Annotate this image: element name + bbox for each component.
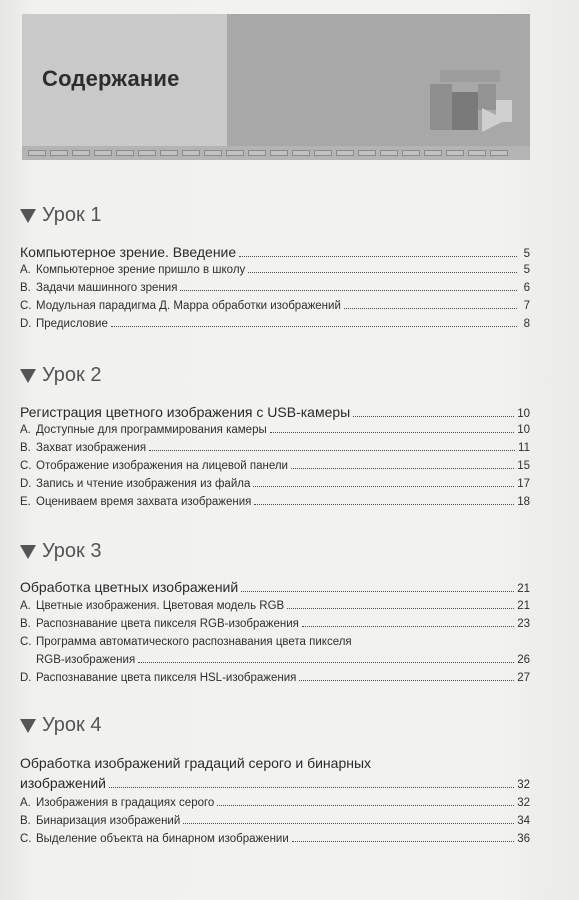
toc-section-title: Распознавание цвета пикселя HSL-изображения — [36, 672, 297, 684]
toc-page-number: 10 — [517, 424, 530, 436]
triangle-down-icon — [20, 545, 36, 559]
toc-section-letter: C. — [20, 636, 32, 648]
toc-page-number: 5 — [523, 264, 530, 276]
lesson-heading-label: Урок 2 — [42, 364, 102, 386]
strip-cell — [204, 150, 222, 156]
toc-section-letter: E. — [20, 496, 31, 508]
toc-section-letter: D. — [20, 478, 32, 490]
toc-section-title: Предисловие — [36, 318, 108, 330]
toc-section-title: Запись и чтение изображения из файла — [36, 478, 251, 490]
toc-section-title: Выделение объекта на бинарном изображении — [36, 833, 289, 845]
leader-dots — [183, 823, 514, 824]
toc-section-row[interactable] — [20, 618, 530, 630]
page-title: Содержание — [42, 66, 180, 91]
strip-cell — [292, 150, 310, 156]
strip-cell — [182, 150, 200, 156]
toc-section-title: Цветные изображения. Цветовая модель RGB — [36, 600, 285, 612]
toc-section-row[interactable] — [20, 672, 530, 684]
toc-section-letter: A. — [20, 600, 31, 612]
strip-cell — [160, 150, 178, 156]
toc-section-row[interactable] — [20, 815, 530, 827]
toc-chapter-title: Обработка цветных изображений — [20, 579, 239, 595]
lesson-heading-label: Урок 3 — [42, 540, 102, 562]
triangle-down-icon — [20, 719, 36, 733]
toc-chapter-title: Регистрация цветного изображения с USB-камеры — [20, 404, 351, 420]
toc-page-number: 26 — [517, 654, 530, 666]
toc-section-row[interactable] — [20, 478, 530, 490]
toc-page-number: 36 — [517, 833, 530, 845]
toc-section-title: Компьютерное зрение пришло в школу — [36, 264, 246, 276]
toc-section-letter: C. — [20, 833, 32, 845]
banner-film-strip — [22, 146, 530, 160]
toc-section-title: Задачи машинного зрения — [36, 282, 178, 294]
toc-page-number: 5 — [523, 248, 530, 260]
toc-section-row[interactable] — [20, 833, 530, 845]
toc-chapter-title: Компьютерное зрение. Введение — [20, 244, 237, 260]
toc-section-title: Изображения в градациях серого — [36, 797, 215, 809]
strip-cell — [380, 150, 398, 156]
banner-arrow-decoration — [482, 108, 506, 132]
leader-dots — [287, 608, 514, 609]
toc-section-row[interactable] — [20, 496, 530, 508]
toc-section-row-first-line[interactable] — [20, 636, 530, 648]
toc-chapter-row-continuation[interactable] — [20, 775, 530, 791]
banner-decoration — [478, 84, 496, 110]
banner-decoration — [440, 70, 500, 82]
strip-cell — [424, 150, 442, 156]
toc-section-row[interactable] — [20, 460, 530, 472]
toc-section-title: Модульная парадигма Д. Марра обработки изображений — [36, 300, 341, 312]
leader-dots — [111, 326, 517, 327]
lesson-heading — [20, 540, 101, 563]
toc-section-title: Оцениваем время захвата изображения — [36, 496, 252, 508]
leader-dots — [353, 416, 514, 417]
toc-section-row[interactable] — [20, 282, 530, 294]
toc-section-row[interactable] — [20, 318, 530, 330]
leader-dots — [254, 504, 514, 505]
strip-cell — [358, 150, 376, 156]
toc-section-title-continuation: RGB-изображения — [36, 654, 136, 666]
strip-cell — [116, 150, 134, 156]
strip-cell — [94, 150, 112, 156]
strip-cell — [490, 150, 508, 156]
lesson-heading — [20, 364, 101, 387]
toc-section-letter: A. — [20, 797, 31, 809]
toc-section-row[interactable] — [20, 424, 530, 436]
toc-page-number: 34 — [517, 815, 530, 827]
banner-decoration — [452, 92, 478, 130]
toc-section-row-continuation[interactable] — [20, 654, 530, 666]
toc-section-letter: B. — [20, 442, 31, 454]
leader-dots — [299, 680, 514, 681]
toc-section-letter: B. — [20, 282, 31, 294]
strip-cell — [446, 150, 464, 156]
strip-cell — [402, 150, 420, 156]
toc-chapter-row-first-line[interactable] — [20, 755, 530, 771]
leader-dots — [109, 787, 514, 788]
toc-section-letter: B. — [20, 815, 31, 827]
leader-dots — [217, 805, 514, 806]
toc-section-title: Распознавание цвета пикселя RGB-изображения — [36, 618, 299, 630]
strip-cell — [28, 150, 46, 156]
toc-page-number: 6 — [523, 282, 530, 294]
leader-dots — [292, 841, 514, 842]
leader-dots — [270, 432, 514, 433]
strip-cell — [50, 150, 68, 156]
toc-page-number: 7 — [523, 300, 530, 312]
toc-chapter-title-continuation: изображений — [20, 775, 106, 791]
toc-section-row[interactable] — [20, 797, 530, 809]
toc-page-number: 18 — [517, 496, 530, 508]
strip-cell — [248, 150, 266, 156]
toc-chapter-row[interactable] — [20, 404, 530, 420]
leader-dots — [138, 662, 514, 663]
lesson-heading-label: Урок 4 — [42, 714, 102, 736]
banner-decoration — [430, 84, 452, 130]
lesson-heading — [20, 204, 101, 227]
strip-cell — [468, 150, 486, 156]
toc-page-number: 10 — [517, 408, 530, 420]
toc-section-letter: D. — [20, 318, 32, 330]
leader-dots — [241, 591, 514, 592]
toc-section-row[interactable] — [20, 442, 530, 454]
leader-dots — [149, 450, 515, 451]
toc-section-letter: D. — [20, 672, 32, 684]
toc-chapter-row[interactable] — [20, 579, 530, 595]
strip-cell — [72, 150, 90, 156]
toc-page-number: 32 — [517, 797, 530, 809]
strip-cell — [314, 150, 332, 156]
lesson-heading — [20, 714, 101, 737]
leader-dots — [344, 308, 517, 309]
lesson-heading-label: Урок 1 — [42, 204, 102, 226]
toc-section-letter: C. — [20, 460, 32, 472]
toc-page-number: 8 — [523, 318, 530, 330]
toc-page-number: 15 — [517, 460, 530, 472]
toc-page-number: 23 — [517, 618, 530, 630]
toc-page-number: 27 — [517, 672, 530, 684]
toc-section-title: Захват изображения — [36, 442, 147, 454]
toc-page-number: 17 — [517, 478, 530, 490]
toc-section-letter: A. — [20, 424, 31, 436]
leader-dots — [239, 256, 517, 257]
toc-section-title: Доступные для программирования камеры — [36, 424, 267, 436]
toc-page-number: 11 — [518, 442, 530, 454]
leader-dots — [248, 272, 517, 273]
toc-section-title: Программа автоматического распознавания цвета пикселя — [36, 636, 352, 648]
triangle-down-icon — [20, 209, 36, 223]
toc-section-title: Бинаризация изображений — [36, 815, 181, 827]
toc-page-number: 21 — [517, 600, 530, 612]
toc-chapter-row[interactable] — [20, 244, 530, 260]
leader-dots — [180, 290, 517, 291]
leader-dots — [253, 486, 514, 487]
toc-section-letter: A. — [20, 264, 31, 276]
toc-page-number: 32 — [517, 779, 530, 791]
toc-chapter-title: Обработка изображений градаций серого и бинарных — [20, 755, 372, 771]
toc-page-number: 21 — [517, 583, 530, 595]
strip-cell — [270, 150, 288, 156]
toc-section-row[interactable] — [20, 264, 530, 276]
toc-section-row[interactable] — [20, 300, 530, 312]
strip-cell — [226, 150, 244, 156]
toc-section-letter: B. — [20, 618, 31, 630]
triangle-down-icon — [20, 369, 36, 383]
strip-cell — [138, 150, 156, 156]
leader-dots — [302, 626, 514, 627]
toc-section-row[interactable] — [20, 600, 530, 612]
toc-section-letter: C. — [20, 300, 32, 312]
leader-dots — [291, 468, 514, 469]
toc-section-title: Отображение изображения на лицевой панели — [36, 460, 288, 472]
strip-cell — [336, 150, 354, 156]
